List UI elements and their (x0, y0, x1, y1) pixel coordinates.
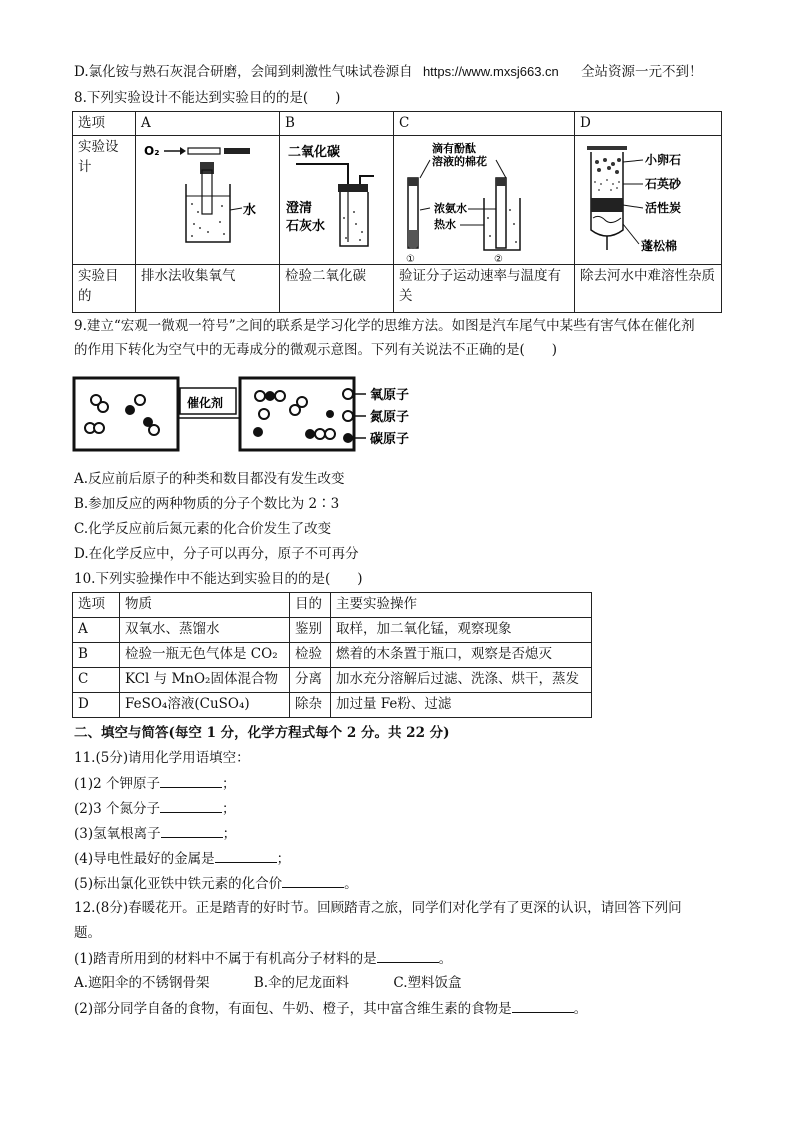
table-row (73, 112, 722, 136)
figure-c-top-label-1: 滴有酚酞 (432, 142, 476, 155)
q12-sub-1 (74, 948, 452, 969)
table-cell: A (136, 112, 280, 136)
q11-item-3 (74, 823, 236, 844)
figure-c-tube-2: ② (494, 254, 503, 265)
table-cell: 除杂 (290, 693, 331, 718)
table-cell (394, 136, 575, 265)
figure-d-label-1: 小卵石 (645, 153, 682, 167)
legend-carbon: 碳原子 (370, 432, 410, 447)
table-cell: 检验一瓶无色气体是 CO₂ (120, 643, 290, 668)
table-cell: 验证分子运动速率与温度有关 (394, 265, 575, 313)
table-cell: D (575, 112, 722, 136)
table-cell: 主要实验操作 (331, 593, 592, 618)
table-cell: C (394, 112, 575, 136)
source-url[interactable]: https://www.mxsj663.cn (422, 64, 559, 79)
table-cell: 鉴别 (290, 618, 331, 643)
answer-blank[interactable] (215, 848, 277, 863)
q8-table (72, 111, 722, 313)
punctuation: 。 (573, 1001, 588, 1017)
catalyst-label: 催化剂 (187, 396, 224, 410)
table-row (73, 265, 722, 313)
table-cell: 实验目的 (73, 265, 136, 313)
table-row (73, 593, 592, 618)
table-cell: 检验二氧化碳 (280, 265, 394, 313)
answer-blank[interactable] (161, 823, 223, 838)
table-cell: FeSO₄溶液(CuSO₄) (120, 693, 290, 718)
legend-oxygen: 氧原子 (370, 388, 410, 403)
table-cell: A (73, 618, 120, 643)
figure-a-water-label: 水 (243, 203, 257, 218)
table-row (73, 668, 592, 693)
q12-sub-2-text: (2)部分同学自备的食物，有面包、牛奶、橙子，其中富含维生素的食物是 (74, 1001, 512, 1017)
answer-blank[interactable] (377, 948, 439, 963)
q9-option-a: A.反应前后原子的种类和数目都没有发生改变 (74, 471, 345, 487)
table-cell: 实验设计 (73, 136, 136, 265)
q9-option-c: C.化学反应前后氮元素的化合价发生了改变 (74, 521, 332, 537)
table-cell: 分离 (290, 668, 331, 693)
q12-choices (74, 973, 462, 993)
figure-c-top-label-2: 溶液的棉花 (432, 155, 487, 168)
punctuation: 。 (344, 876, 358, 892)
answer-blank[interactable] (512, 998, 574, 1013)
punctuation: ； (222, 826, 237, 842)
figure-d-label-3: 活性炭 (645, 201, 682, 215)
legend-nitrogen: 氮原子 (370, 410, 410, 425)
answer-blank[interactable] (282, 873, 344, 888)
table-cell: B (73, 643, 120, 668)
table-cell: B (280, 112, 394, 136)
q11-stem: 11.(5分)请用化学用语填空： (74, 750, 250, 766)
answer-blank[interactable] (160, 773, 222, 788)
figure-c-tube-1: ① (406, 254, 415, 265)
q11-item-4 (74, 848, 290, 869)
q11-item-2-text: (2)3 个氮分子 (74, 801, 161, 817)
q11-item-4-text: (4)导电性最好的金属是 (74, 851, 215, 867)
q12-choice-c: C.塑料饭盒 (393, 975, 462, 991)
q11-item-1-text: (1)2 个钾原子 (74, 776, 161, 792)
table-row (73, 643, 592, 668)
table-cell (136, 136, 280, 265)
table-cell: D (73, 693, 120, 718)
table-cell: 加过量 Fe粉、过滤 (331, 693, 592, 718)
table-cell: 物质 (120, 593, 290, 618)
table-cell: 排水法收集氧气 (136, 265, 280, 313)
q12-choice-a: A.遮阳伞的不锈钢骨架 (74, 975, 210, 991)
figure-c-diffusion (396, 138, 564, 265)
q11-item-3-text: (3)氢氧根离子 (74, 826, 161, 842)
punctuation: ； (222, 801, 236, 817)
q12-stem-line-1: 12.(8分)春暖花开。正是踏青的好时节。回顾踏青之旅，同学们对化学有了更深的认识，请回答下列问 (74, 900, 682, 916)
q10-stem: 10.下列实验操作中不能达到实验目的的是( ) (74, 571, 363, 587)
q11-item-5 (74, 873, 358, 894)
figure-c-label-1: 浓氨水 (434, 202, 467, 215)
table-cell: 加水充分溶解后过滤、洗涤、烘干，蒸发 (331, 668, 592, 693)
table-row (73, 693, 592, 718)
punctuation: 。 (438, 951, 453, 967)
q10-table (72, 592, 592, 718)
figure-d-label-2: 石英砂 (645, 177, 682, 191)
punctuation: ； (222, 776, 236, 792)
q9-reaction-diagram (70, 370, 430, 460)
figure-b-gas-label: 二氧化碳 (288, 145, 341, 160)
table-cell: 取样，加二氧化锰，观察现象 (331, 618, 592, 643)
q9-stem-line-2: 的作用下转化为空气中的无毒成分的微观示意图。下列有关说法不正确的是( ) (74, 342, 558, 358)
q12-choice-b: B.伞的尼龙面料 (253, 975, 350, 991)
punctuation: ； (276, 851, 291, 867)
figure-a-gas-label: O₂ (144, 144, 160, 158)
table-cell: 目的 (290, 593, 331, 618)
option-d-text: D.氯化铵与熟石灰混合研磨，会闻到刺激性气味试卷源自 (74, 64, 413, 80)
figure-b-co2-test (282, 138, 382, 256)
q8-stem: 8.下列实验设计不能达到实验目的的是( ) (74, 90, 341, 106)
q9-stem-line-1: 9.建立“宏观一微观一符号”之间的联系是学习化学的思维方法。如图是汽车尾气中某些有害气体在催化剂 (74, 318, 695, 334)
figure-d-filter (577, 138, 713, 256)
table-cell: 双氧水、蒸馏水 (120, 618, 290, 643)
table-cell (280, 136, 394, 265)
table-cell: 选项 (73, 112, 136, 136)
promo-text: 全站资源一元不到！ (581, 64, 703, 80)
option-d-line (74, 62, 703, 82)
q9-option-d: D.在化学反应中，分子可以再分，原子不可再分 (74, 546, 359, 562)
figure-d-label-4: 蓬松棉 (641, 239, 678, 253)
q12-sub-1-text: (1)踏青所用到的材料中不属于有机高分子材料的是 (74, 951, 377, 967)
figure-b-liquid-label-1: 澄清 (286, 201, 313, 216)
section-2-heading: 二、填空与简答(每空 1 分，化学方程式每个 2 分。共 22 分) (74, 725, 450, 741)
q11-item-2 (74, 798, 236, 819)
table-cell: 检验 (290, 643, 331, 668)
figure-c-label-2: 热水 (434, 218, 456, 231)
answer-blank[interactable] (160, 798, 222, 813)
table-row (73, 136, 722, 265)
table-cell: KCl 与 MnO₂固体混合物 (120, 668, 290, 693)
q9-option-b: B.参加反应的两种物质的分子个数比为 2∶3 (74, 496, 340, 512)
table-cell: 燃着的木条置于瓶口，观察是否熄灭 (331, 643, 592, 668)
table-cell (575, 136, 722, 265)
table-cell: 选项 (73, 593, 120, 618)
figure-a-water-collection (138, 138, 268, 256)
table-cell: 除去河水中难溶性杂质 (575, 265, 722, 313)
figure-b-liquid-label-2: 石灰水 (286, 219, 326, 234)
table-row (73, 618, 592, 643)
q12-sub-2 (74, 998, 587, 1019)
table-cell: C (73, 668, 120, 693)
q12-stem-line-2: 题。 (74, 925, 101, 941)
q11-item-1 (74, 773, 236, 794)
q11-item-5-text: (5)标出氯化亚铁中铁元素的化合价 (74, 876, 283, 892)
